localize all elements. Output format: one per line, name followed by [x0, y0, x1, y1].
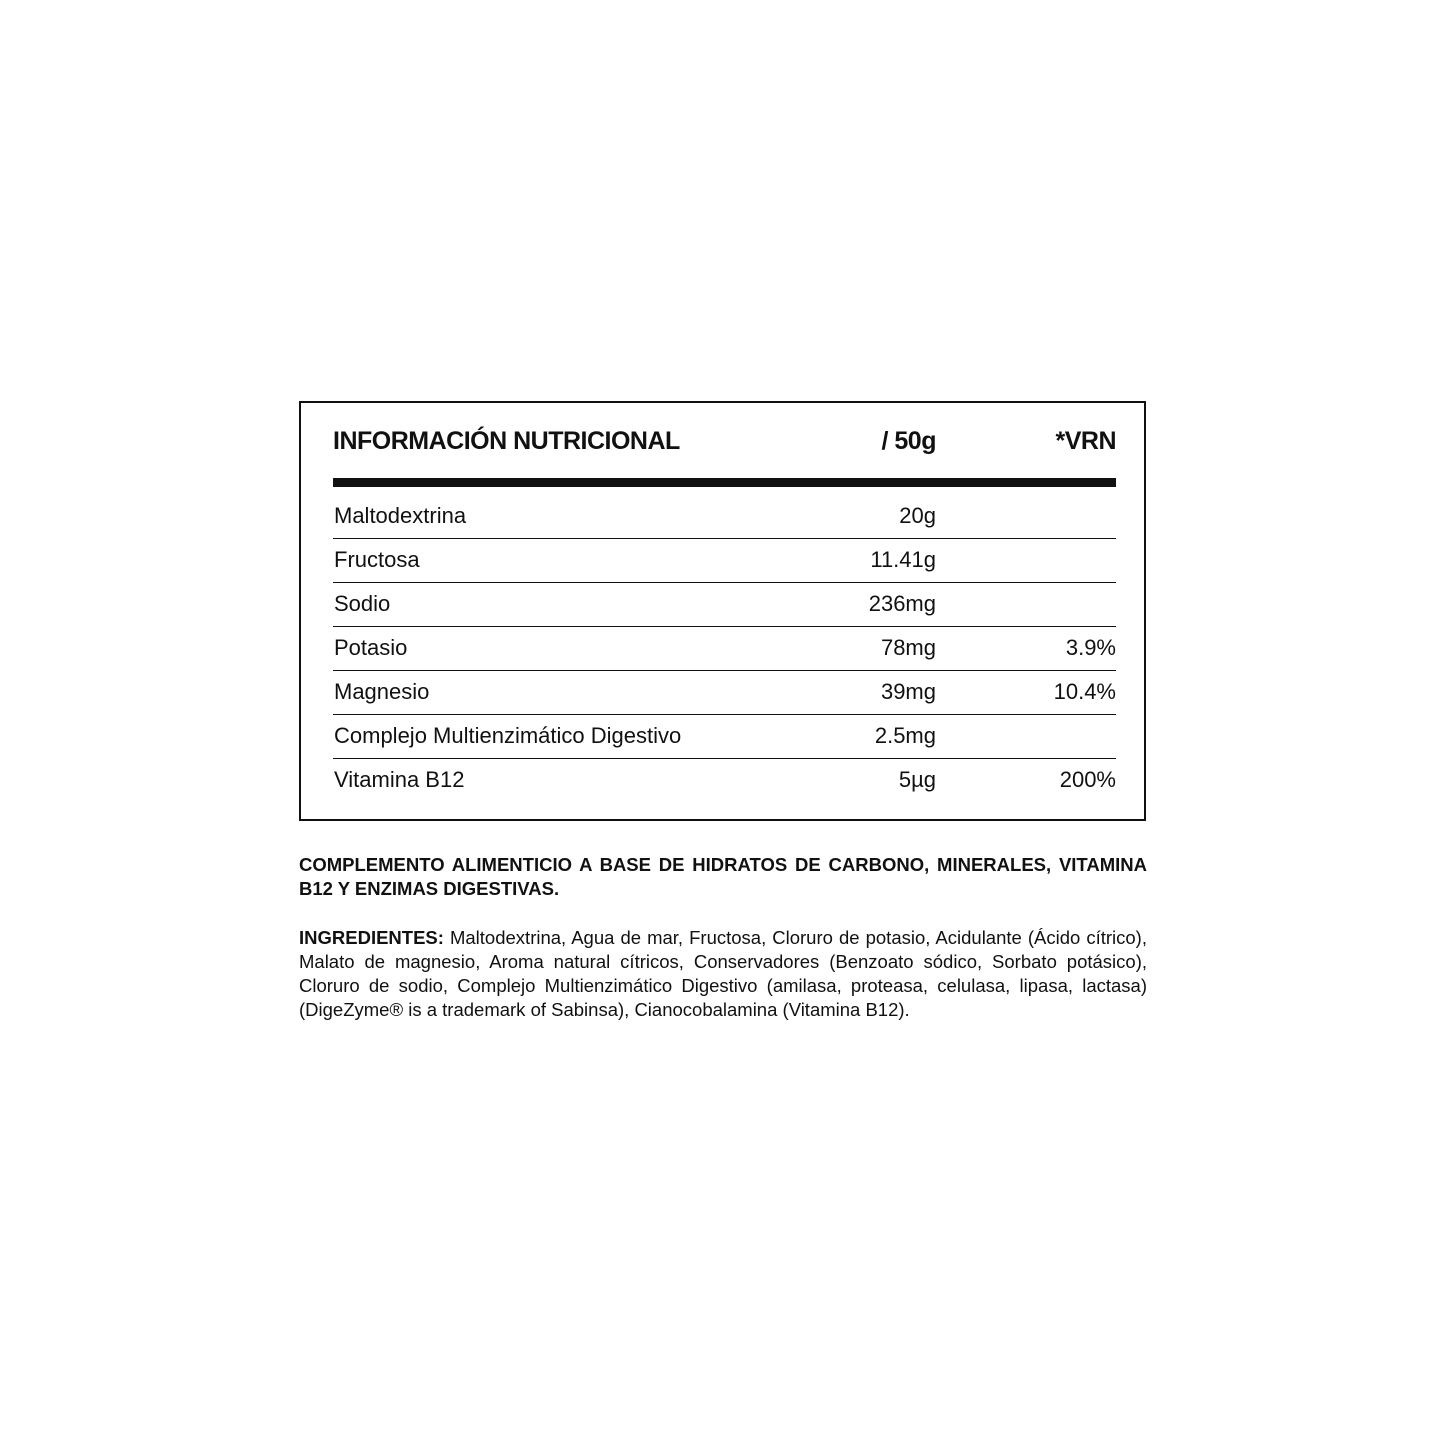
nutrient-rows — [333, 495, 1116, 803]
nutrient-name: Sodio — [334, 591, 391, 616]
nutrient-amount: 5µg — [898, 767, 936, 792]
ingredients-text: Maltodextrina, Agua de mar, Fructosa, Cloruro de potasio, Acidulante (Ácido cítrico), Malato de magnesio, Aroma natural cítricos, Conservadores (Benzoato sódico, Sorbato potásico), Cloruro de sodio, Complejo Multienzimático Digestivo (amilasa, proteasa, celulasa, lipasa, lactasa) (DigeZyme® is a trademark of Sabinsa), Cianocobalamina (Vitamina B12). — [299, 927, 1147, 1020]
product-description: COMPLEMENTO ALIMENTICIO A BASE DE HIDRATOS DE CARBONO, MINERALES, VITAMINA B12 Y ENZIMAS DIGESTIVAS. — [299, 854, 1147, 899]
header-divider — [333, 478, 1116, 487]
nutrient-name: Magnesio — [334, 679, 430, 704]
table-row — [333, 671, 1116, 715]
nutrient-vrn: 3.9% — [1065, 635, 1116, 660]
table-row — [333, 627, 1116, 671]
table-row — [333, 495, 1116, 539]
table-row — [333, 715, 1116, 759]
table-header — [333, 427, 1116, 459]
nutrient-name: Maltodextrina — [334, 503, 467, 528]
nutrient-amount: 78mg — [880, 635, 936, 660]
amount-column-header: / 50g — [881, 427, 936, 455]
table-row — [333, 759, 1116, 803]
ingredients-paragraph — [299, 926, 1147, 1022]
nutrient-vrn: 10.4% — [1053, 679, 1116, 704]
nutrient-amount: 11.41g — [870, 547, 936, 572]
nutrient-amount: 20g — [899, 503, 936, 528]
nutrient-name: Complejo Multienzimático Digestivo — [334, 723, 682, 748]
ingredients-label: INGREDIENTES: — [299, 927, 444, 948]
nutrient-amount: 2.5mg — [874, 723, 936, 748]
nutrient-name: Potasio — [334, 635, 408, 660]
vrn-column-header: *VRN — [1055, 427, 1116, 455]
nutrient-name: Fructosa — [334, 547, 420, 572]
nutrient-amount: 236mg — [868, 591, 936, 616]
table-row — [333, 539, 1116, 583]
table-title: INFORMACIÓN NUTRICIONAL — [333, 427, 680, 455]
nutrient-vrn: 200% — [1059, 767, 1116, 792]
table-row — [333, 583, 1116, 627]
nutrition-facts-panel — [299, 401, 1146, 821]
nutrient-amount: 39mg — [880, 679, 936, 704]
nutrient-name: Vitamina B12 — [334, 767, 465, 792]
